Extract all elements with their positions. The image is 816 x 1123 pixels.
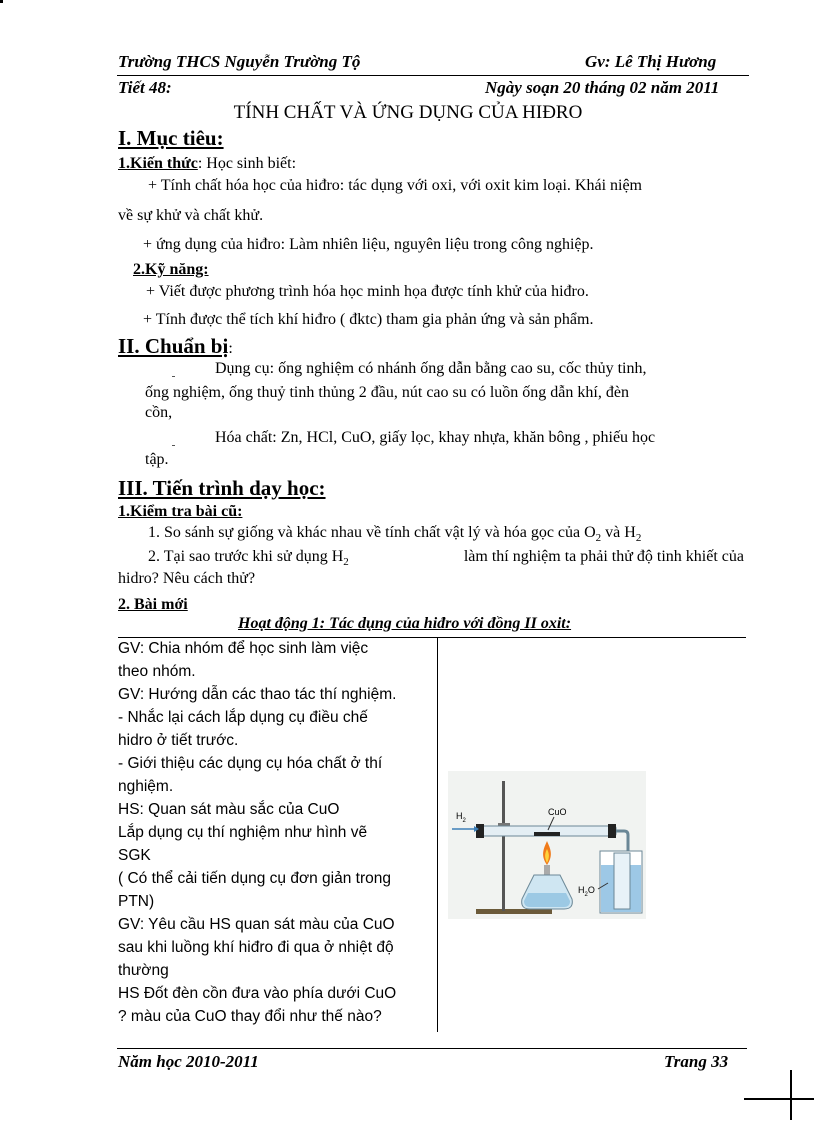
activity-line: HS Đốt đèn cồn đưa vào phía dưới CuO [118, 985, 397, 1002]
page-corner-mark [744, 1098, 814, 1100]
bullet-mark [172, 376, 175, 377]
activity-line: Lắp dụng cụ thí nghiệm như hình vẽ [118, 824, 368, 841]
activity-line: hidro ở tiết trước. [118, 732, 239, 749]
cuo-powder [534, 832, 560, 836]
diagram-label-h2: $H_2$ [456, 811, 466, 824]
school-year: Năm học 2010-2011 [118, 1052, 259, 1071]
page-corner-mark [790, 1070, 792, 1120]
review-label: 1.Kiểm tra bài cũ: [118, 503, 243, 520]
knowledge-line [118, 155, 296, 173]
rubber-stopper-left [476, 824, 484, 838]
prep-date: Ngày soạn 20 tháng 02 năm 2011 [485, 78, 720, 97]
stand-rod [502, 781, 505, 911]
activity-line: theo nhóm. [118, 663, 196, 680]
page-title: TÍNH CHẤT VÀ ỨNG DỤNG CỦA HIĐRO [233, 102, 583, 123]
activity-line: GV: Yêu cầu HS quan sát màu của CuO [118, 916, 395, 933]
activity-line: PTN) [118, 893, 155, 910]
knowledge-item-1: + Tính chất hóa học của hiđro: tác dụng với oxi, với oxit kim loại. Khái niệm [148, 177, 642, 194]
activity-teacher-column [118, 637, 433, 1028]
knowledge-item-2: + ứng dụng của hiđro: Làm nhiên liệu, nguyên liệu trong công nghiệp. [143, 236, 594, 253]
teacher-name: Gv: Lê Thị Hương [585, 52, 717, 71]
knowledge-label: 1.Kiến thức [118, 155, 198, 172]
review-question-1: 1. So sánh sự giống và khác nhau về tính chất vật lý và hóa gọc của $O_2$ và $H_2$ [148, 524, 642, 545]
section-preparation-heading: II. Chuẩn bị: [118, 334, 233, 358]
test-tube [614, 853, 630, 909]
activity-line: sau khi luồng khí hiđro đi qua ở nhiệt độ [118, 939, 394, 956]
rubber-stopper-right [608, 824, 616, 838]
bullet-mark [172, 445, 175, 446]
activity-line: nghiệm. [118, 778, 174, 795]
activity-title: Hoạt động 1: Tác dụng của hiđro với đồng II oxit: [238, 615, 572, 632]
stand-base [476, 909, 552, 914]
activity-line: GV: Hướng dẫn các thao tác thí nghiệm. [118, 686, 397, 703]
tools-line-1: Dụng cụ: ống nghiệm có nhánh ống dẫn bằng cao su, cốc thủy tinh, [215, 360, 647, 377]
hydrogen-reduction-apparatus-diagram [448, 771, 646, 919]
school-name: Trường THCS Nguyễn Trường Tộ [118, 52, 361, 71]
footer-rule [117, 1048, 747, 1049]
activity-line: SGK [118, 847, 151, 864]
diagram-label-h2o: $H_2O$ [578, 885, 595, 898]
page-corner-mark [0, 0, 3, 3]
chemicals-line-1: Hóa chất: Zn, HCl, CuO, giấy lọc, khay nhựa, khăn bông , phiếu học [215, 429, 656, 446]
review-question-2: 2. Tại sao trước khi sử dụng $H_2$ làm thí nghiệm ta phải thử độ tinh khiết của [148, 548, 744, 569]
activity-line: thường [118, 962, 169, 979]
activity-line: - Nhắc lại cách lắp dụng cụ điều chế [118, 709, 368, 726]
new-lesson-label: 2. Bài mới [118, 596, 188, 613]
review-question-2-cont: hidro? Nêu cách thử? [118, 570, 256, 587]
activity-line: ( Có thể cải tiến dụng cụ đơn giản trong [118, 870, 391, 887]
activity-line: HS: Quan sát màu sắc của CuO [118, 801, 340, 818]
header-rule [117, 75, 749, 76]
section-objectives-heading: I. Mục tiêu: [118, 126, 224, 150]
tools-line-2: ống nghiệm, ống thuỷ tinh thủng 2 đầu, nút cao su có luồn ống dẫn khí, đèn [145, 384, 629, 401]
knowledge-item-1-cont: về sự khử và chất khử. [118, 207, 264, 224]
skills-item-2: + Tính được thể tích khí hiđro ( đktc) tham gia phản ứng và sản phẩm. [143, 311, 594, 328]
tools-line-3: cồn, [145, 404, 173, 421]
activity-line: GV: Chia nhóm để học sinh làm việc [118, 640, 369, 657]
skills-label: 2.Kỹ năng: [133, 261, 209, 278]
knowledge-intro: : Học sinh biết: [197, 155, 297, 172]
chemicals-line-2: tập. [145, 451, 169, 468]
lesson-number: Tiết 48: [118, 78, 172, 97]
activity-line: - Giới thiệu các dụng cụ hóa chất ở thí [118, 755, 383, 772]
skills-item-1: + Viết được phương trình hóa học minh họa được tính khử của hiđro. [146, 283, 589, 300]
lamp-liquid [524, 893, 570, 907]
page-number: Trang 33 [664, 1052, 729, 1071]
diagram-label-cuo: CuO [548, 807, 567, 817]
table-column-divider [437, 637, 438, 1032]
activity-line: ? màu của CuO thay đổi như thế nào? [118, 1008, 382, 1025]
burner-wick-holder [544, 865, 550, 875]
section-procedure-heading: III. Tiến trình dạy học: [118, 476, 326, 500]
